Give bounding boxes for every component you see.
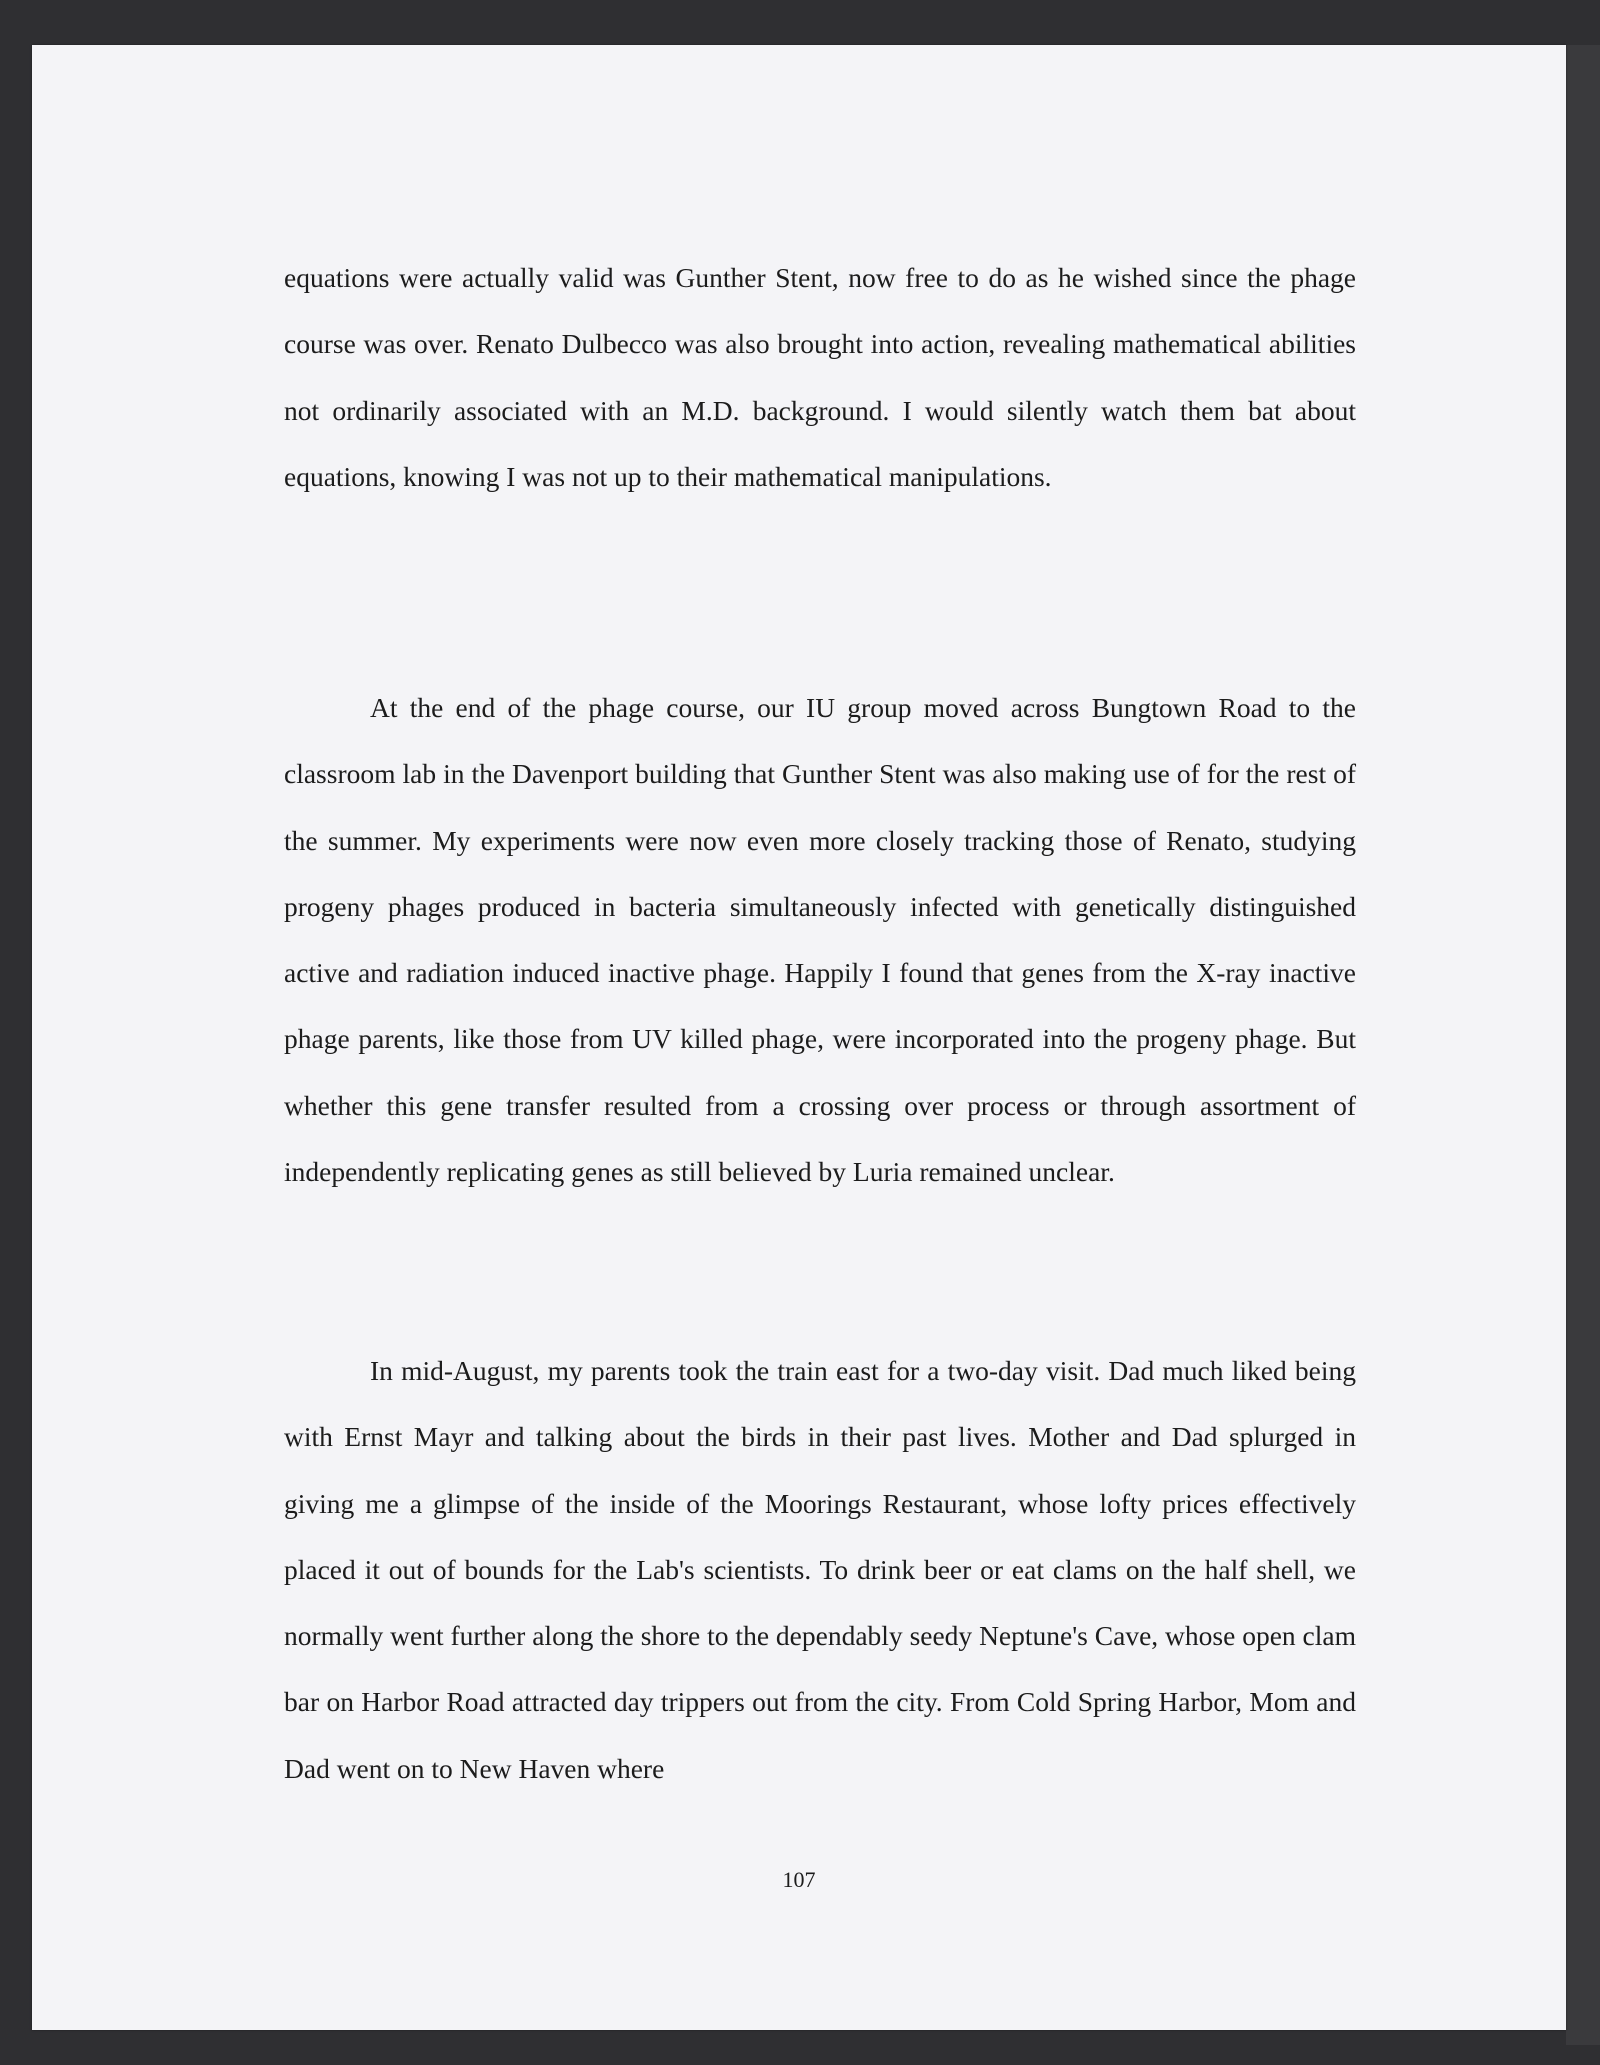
page-number: 107: [782, 1867, 816, 1892]
paragraph-2: At the end of the phage course, our IU group moved across Bungtown Road to the classroom lab in the Davenport building that Gunther Stent was also making use of for the rest of the summer. My experiments were now even more closely tracking those of Renato, studying progeny phages produced in bacteria simultaneously infected with genetically distinguished active and radiation induced inactive phage. Happily I found that genes from the X-ray inactive phage parents, like those from UV killed phage, were incorporated into the progeny phage. But whether this gene transfer resulted from a crossing over process or through assortment of independently replicating genes as still believed by Luria remained unclear.: [284, 692, 1356, 1188]
paragraph-3: In mid-August, my parents took the train east for a two-day visit. Dad much liked being with Ernst Mayr and talking about the birds in their past lives. Mother and Dad splurged in giving me a glimpse of the inside of the Moorings Restaurant, whose lofty prices effectively placed it out of bounds for the Lab's scientists. To drink beer or eat clams on the half shell, we normally went further along the shore to the dependably seedy Neptune's Cave, whose open clam bar on Harbor Road attracted day trippers out from the city. From Cold Spring Harbor, Mom and Dad went on to New Haven where: [284, 1355, 1356, 1784]
document-page: [32, 45, 1566, 2030]
paragraph-1: equations were actually valid was Gunther Stent, now free to do as he wished since the phage course was over. Renato Dulbecco was also brought into action, revealing mathematical abilities not ordinarily associated with an M.D. background. I would silently watch them bat about equations, knowing I was not up to their mathematical manipulations.: [284, 262, 1356, 492]
scan-background-edge: [1566, 45, 1600, 2045]
